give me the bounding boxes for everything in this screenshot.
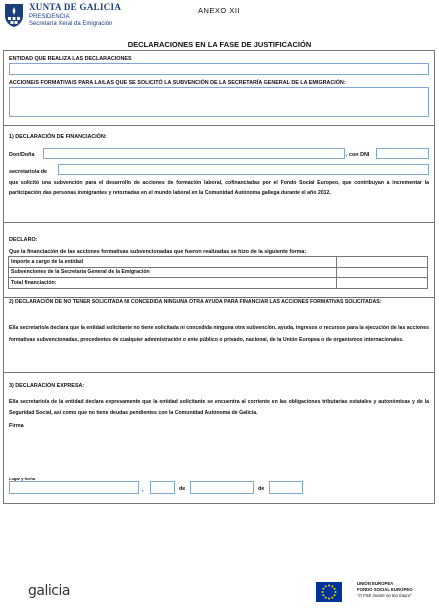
table-row (9, 257, 428, 268)
galicia-logo: galicia (28, 583, 70, 599)
place-field[interactable] (9, 481, 139, 494)
page-title: DECLARACIONES EN LA FASE DE JUSTIFICACIÓN (127, 40, 312, 49)
day-field[interactable] (150, 481, 175, 494)
dni-label: , con DNI (346, 152, 370, 158)
section3-heading: 3) DECLARACIÓN EXPRESA: (9, 383, 85, 389)
financing-table (8, 256, 428, 289)
table-row (9, 267, 428, 278)
row-label: Total financiación: (9, 278, 337, 289)
eu-flag-icon (316, 582, 342, 602)
place-date-label: Lugar y fecha (9, 476, 36, 481)
section2-heading: 2) DECLARACIÓN DE NO TENER SOLICITADA NI CONCEDIDA NINGUNA OTRA AYUDA PARA FINANCIAR LAS ACCIONES FORMATIVAS SOLICITADAS: (9, 299, 382, 305)
eu-fund-text (357, 581, 413, 600)
don-label: Don/Doña (9, 152, 35, 158)
de-label-1: de (179, 486, 186, 492)
eu-line1: UNIÓN EUROPEA (357, 581, 394, 586)
dni-field[interactable] (376, 148, 429, 159)
declaro-heading: DECLARO: (9, 237, 38, 243)
eu-line3: "O FSE inviste no teu futuro" (357, 593, 412, 599)
actions-label: ACCIONE/S FORMATIVA/S PARA LA/LAS QUE SE SOLICITÓ LA SUBVENCIÓN DE LA SECRETARÍA GENERAL DE LA EMIGRACIÓN: (9, 80, 346, 86)
section2-paragraph: El/a secretario/a declara que la entidad solicitante no tiene solicitada ni concedida ninguna otra subvención, ayuda, ingresos o recursos para la ejecución de las acciones formativas subvencionadas, procedentes de cualquier administración o ente público o privado, nacional, de la Unión Europea o de organismos internacionales. (9, 325, 429, 344)
actions-field[interactable] (9, 87, 429, 117)
xunta-logo (3, 2, 143, 30)
entity-label: ENTIDAD QUE REALIZA LAS DECLARACIONES (9, 56, 132, 62)
annex-label: ANEXO XII (198, 6, 241, 15)
row-label: Subvenciones de la Secretaría General de la Emigración (9, 267, 337, 278)
comma-sep: , (142, 487, 144, 493)
month-field[interactable] (190, 481, 254, 494)
section1-paragraph: que solicitó una subvención para el desarrollo de acciones de formación laboral, cofinanciadas por el Fondo Social Europeo, que contribuyan a incrementar la participación das personas inmigrantes y retornadas en el mundo laboral en la Comunidad Autónoma gallega durante el año 2012, (9, 180, 429, 196)
department-line1: PRESIDENCIA (29, 14, 70, 20)
amount-cell[interactable] (337, 278, 428, 289)
de-label-2: de (258, 486, 265, 492)
department (29, 14, 112, 28)
secretary-label: secretario/a de (9, 169, 48, 175)
divider (3, 222, 435, 223)
amount-cell[interactable] (337, 267, 428, 278)
divider (3, 125, 435, 126)
firma-label: Firma (9, 423, 24, 429)
divider (3, 372, 435, 373)
year-field[interactable] (269, 481, 303, 494)
row-label: Importe a cargo de la entidad (9, 257, 337, 268)
name-field[interactable] (43, 148, 345, 159)
department-line2: Secretaría Xeral da Emigración (29, 21, 113, 27)
entity-name-field[interactable] (58, 164, 429, 175)
section3-paragraph: El/a secretario/a de la entidad declara expresamente que la entidad solicitante se encuentra al corriente en las obligaciones tributarias estatales y autonómicas y de la Seguridad Social, así como que no tiene deudas pendientes con la Comunidad Autónoma de Galicia. (9, 399, 429, 416)
xunta-shield-icon (3, 2, 25, 28)
amount-cell[interactable] (337, 257, 428, 268)
section1-heading: 1) DECLARACIÓN DE FINANCIACIÓN: (9, 134, 107, 140)
declaro-intro: Que la financiación de las acciones formativas subvencionadas que fueron realizadas se hizo de la siguiente forma: (9, 249, 307, 255)
org-name: XUNTA DE GALICIA (29, 2, 122, 12)
table-row (9, 278, 428, 289)
eu-line2: FONDO SOCIAL EUROPEO (357, 587, 413, 593)
entity-field[interactable] (9, 63, 429, 75)
